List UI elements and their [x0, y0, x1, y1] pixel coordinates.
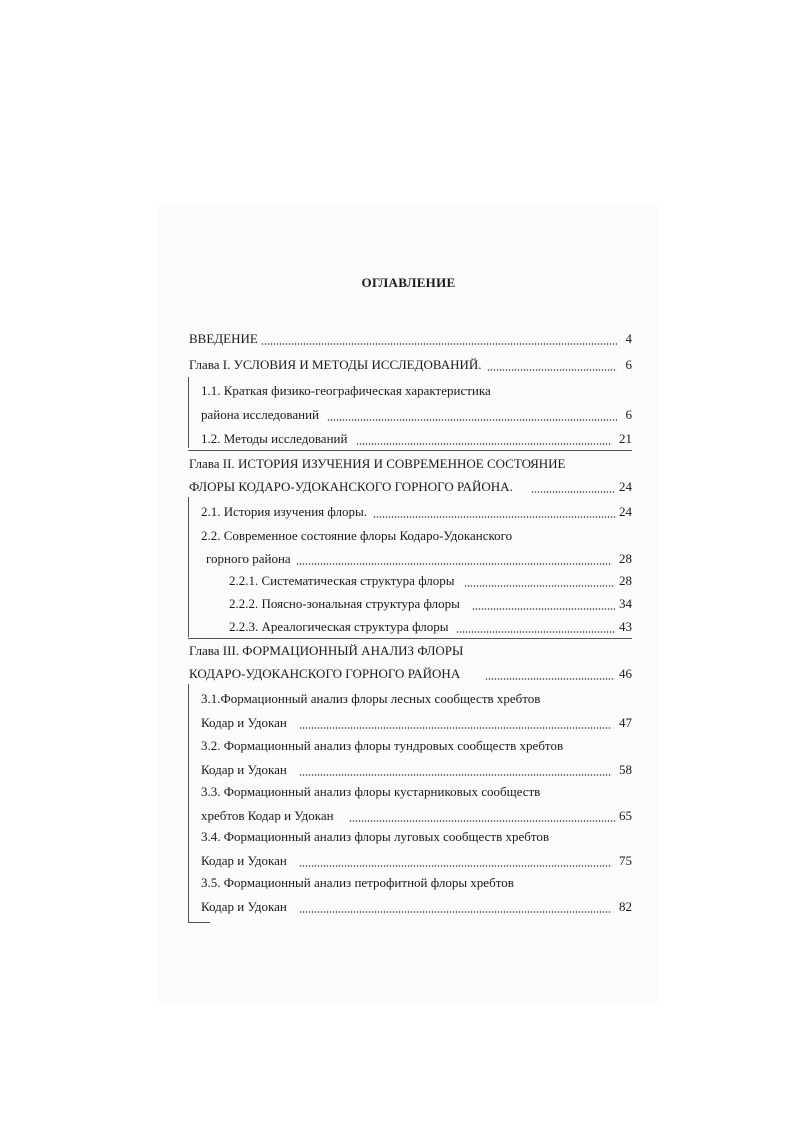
toc-entry-section-3-2-cont[interactable]	[201, 761, 632, 779]
toc-leader-dots	[349, 820, 617, 822]
bracket-line	[188, 377, 189, 448]
toc-entry-text: 3.3. Формационный анализ флоры кустарниковых сообществ	[201, 784, 541, 799]
toc-entry-page: 4	[625, 331, 632, 346]
toc-entry-section-2-2-cont[interactable]	[206, 550, 632, 568]
toc-entry-introduction[interactable]	[189, 330, 632, 348]
toc-entry-chapter-3-cont[interactable]	[189, 665, 632, 683]
toc-entry-text: Кодар и Удокан	[201, 899, 287, 914]
toc-entry-section-3-3[interactable]	[201, 783, 632, 801]
toc-entry-text: Глава II. ИСТОРИЯ ИЗУЧЕНИЯ И СОВРЕМЕННОЕ СОСТОЯНИЕ	[189, 456, 566, 471]
toc-entry-text: района исследований	[201, 407, 320, 422]
toc-entry-page: 46	[619, 666, 632, 681]
toc-entry-page: 34	[619, 596, 632, 611]
toc-entry-text: Кодар и Удокан	[201, 853, 287, 868]
section-divider	[188, 450, 632, 451]
bracket-line	[188, 684, 189, 922]
bracket-line	[188, 497, 189, 637]
toc-entry-section-2-2-1[interactable]	[229, 572, 632, 590]
toc-entry-text: 3.1.Формационный анализ флоры лесных сообществ хребтов	[201, 691, 541, 706]
toc-entry-section-3-5-cont[interactable]	[201, 898, 632, 916]
toc-entry-page: 28	[619, 551, 632, 566]
toc-leader-dots	[464, 585, 615, 587]
toc-entry-text: КОДАРО-УДОКАНСКОГО ГОРНОГО РАЙОНА	[189, 666, 461, 681]
toc-entry-section-2-2[interactable]	[201, 527, 632, 545]
toc-entry-section-3-5[interactable]	[201, 874, 632, 892]
toc-entry-page: 65	[619, 808, 632, 823]
toc-entry-section-2-1[interactable]	[201, 503, 632, 521]
toc-entry-text: 2.1. История изучения флоры.	[201, 504, 367, 519]
toc-entry-text: 2.2. Современное состояние флоры Кодаро-Удоканского	[201, 528, 513, 543]
toc-entry-section-3-2[interactable]	[201, 737, 632, 755]
toc-leader-dots	[261, 343, 617, 345]
toc-entry-page: 75	[619, 853, 632, 868]
toc-entry-text: Глава III. ФОРМАЦИОННЫЙ АНАЛИЗ ФЛОРЫ	[189, 643, 464, 658]
page-title: ОГЛАВЛЕНИЕ	[361, 275, 456, 290]
toc-entry-section-2-2-3[interactable]	[229, 618, 632, 636]
toc-entry-page: 6	[625, 357, 632, 372]
toc-entry-text: хребтов Кодар и Удокан	[201, 808, 334, 823]
toc-leader-dots	[485, 678, 615, 680]
toc-entry-text: Кодар и Удокан	[201, 715, 287, 730]
toc-entry-page: 28	[619, 573, 632, 588]
toc-entry-text: горного района	[206, 551, 291, 566]
toc-entry-text: Глава I. УСЛОВИЯ И МЕТОДЫ ИССЛЕДОВАНИЙ.	[189, 357, 482, 372]
toc-entry-section-3-1-cont[interactable]	[201, 714, 632, 732]
toc-entry-page: 21	[619, 431, 632, 446]
toc-entry-section-3-4-cont[interactable]	[201, 852, 632, 870]
toc-leader-dots	[373, 516, 617, 518]
toc-entry-page: 6	[625, 407, 632, 422]
toc-entry-text: 3.4. Формационный анализ флоры луговых сообществ хребтов	[201, 829, 549, 844]
toc-entry-chapter-2-cont[interactable]	[189, 478, 632, 496]
toc-entry-text: 2.2.1. Систематическая структура флоры	[229, 573, 455, 588]
toc-entry-page: 82	[619, 899, 632, 914]
toc-leader-dots	[299, 727, 612, 729]
toc-entry-section-2-2-2[interactable]	[229, 595, 632, 613]
toc-entry-page: 24	[619, 479, 632, 494]
toc-entry-chapter-3[interactable]	[189, 642, 632, 660]
bracket-foot	[188, 922, 210, 923]
toc-leader-dots	[356, 443, 612, 445]
toc-leader-dots	[456, 631, 615, 633]
toc-entry-page: 24	[619, 504, 632, 519]
toc-entry-chapter-2[interactable]	[189, 455, 632, 473]
toc-entry-text: 2.2.2. Поясно-зональная структура флоры	[229, 596, 460, 611]
toc-entry-chapter-1[interactable]	[189, 356, 632, 374]
toc-entry-section-3-3-cont[interactable]	[201, 807, 632, 825]
toc-entry-page: 58	[619, 762, 632, 777]
toc-entry-text: 3.2. Формационный анализ флоры тундровых сообществ хребтов	[201, 738, 564, 753]
toc-leader-dots	[531, 491, 615, 493]
toc-entry-section-1-2[interactable]	[201, 430, 632, 448]
toc-leader-dots	[487, 369, 617, 371]
toc-leader-dots	[472, 608, 615, 610]
toc-entry-text: ФЛОРЫ КОДАРО-УДОКАНСКОГО ГОРНОГО РАЙОНА.	[189, 479, 513, 494]
section-divider	[188, 638, 632, 639]
toc-leader-dots	[299, 774, 612, 776]
toc-entry-text: ВВЕДЕНИЕ	[189, 331, 258, 346]
toc-leader-dots	[299, 911, 612, 913]
toc-entry-page: 43	[619, 619, 632, 634]
toc-entry-section-1-1-cont[interactable]	[201, 406, 632, 424]
toc-leader-dots	[299, 865, 612, 867]
toc-entry-text: 3.5. Формационный анализ петрофитной флоры хребтов	[201, 875, 514, 890]
toc-entry-text: 1.2. Методы исследований	[201, 431, 348, 446]
toc-entry-page: 47	[619, 715, 632, 730]
toc-entry-text: 2.2.3. Ареалогическая структура флоры	[229, 619, 449, 634]
toc-entry-section-3-4[interactable]	[201, 828, 632, 846]
toc-entry-section-1-1[interactable]	[201, 382, 632, 400]
toc-entry-text: 1.1. Краткая физико-географическая характеристика	[201, 383, 491, 398]
toc-entry-text: Кодар и Удокан	[201, 762, 287, 777]
toc-leader-dots	[327, 419, 617, 421]
toc-entry-section-3-1[interactable]	[201, 690, 632, 708]
toc-leader-dots	[296, 563, 612, 565]
